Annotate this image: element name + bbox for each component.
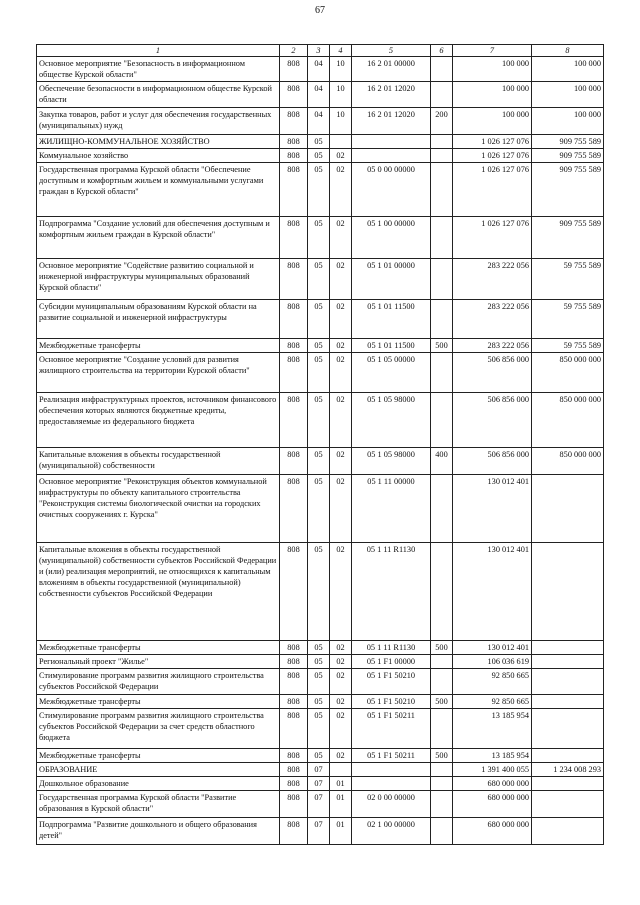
table-row — [37, 669, 604, 695]
code-section: 04 — [308, 82, 330, 108]
code-target: 05 1 F1 50210 — [352, 695, 431, 709]
budget-table — [36, 44, 604, 845]
code-expense-type — [431, 709, 453, 749]
code-section: 05 — [308, 339, 330, 353]
amount-year-2: 909 755 589 — [532, 135, 604, 149]
code-subsection: 02 — [330, 641, 352, 655]
code-section: 05 — [308, 300, 330, 339]
code-expense-type — [431, 777, 453, 791]
amount-year-2: 59 755 589 — [532, 300, 604, 339]
code-target: 05 1 01 00000 — [352, 259, 431, 300]
amount-year-2 — [532, 641, 604, 655]
code-ministry: 808 — [280, 300, 308, 339]
table-row — [37, 791, 604, 818]
code-subsection: 01 — [330, 777, 352, 791]
code-expense-type — [431, 300, 453, 339]
code-target: 05 1 11 00000 — [352, 475, 431, 543]
code-ministry: 808 — [280, 448, 308, 475]
row-name: Основное мероприятие "Создание условий для развития жилищного строительства на территории Курской области" — [37, 353, 280, 393]
code-expense-type — [431, 669, 453, 695]
amount-year-2 — [532, 709, 604, 749]
code-ministry: 808 — [280, 777, 308, 791]
code-section: 05 — [308, 393, 330, 448]
code-subsection: 02 — [330, 448, 352, 475]
table-row — [37, 135, 604, 149]
row-name: Стимулирование программ развития жилищного строительства субъектов Российской Федерации — [37, 669, 280, 695]
code-subsection: 02 — [330, 655, 352, 669]
table-row — [37, 149, 604, 163]
code-subsection: 02 — [330, 217, 352, 259]
code-ministry: 808 — [280, 475, 308, 543]
code-target: 16 2 01 00000 — [352, 57, 431, 82]
row-name: ЖИЛИЩНО-КОММУНАЛЬНОЕ ХОЗЯЙСТВО — [37, 135, 280, 149]
amount-year-2 — [532, 475, 604, 543]
amount-year-2 — [532, 695, 604, 709]
amount-year-1: 680 000 000 — [453, 818, 532, 845]
code-section: 05 — [308, 655, 330, 669]
code-ministry: 808 — [280, 791, 308, 818]
code-subsection — [330, 135, 352, 149]
code-subsection: 02 — [330, 709, 352, 749]
code-subsection: 02 — [330, 475, 352, 543]
code-ministry: 808 — [280, 749, 308, 763]
code-expense-type — [431, 353, 453, 393]
code-subsection: 10 — [330, 108, 352, 135]
amount-year-2: 850 000 000 — [532, 448, 604, 475]
amount-year-2 — [532, 818, 604, 845]
code-target: 16 2 01 12020 — [352, 108, 431, 135]
table-row — [37, 448, 604, 475]
amount-year-2: 59 755 589 — [532, 339, 604, 353]
code-expense-type — [431, 475, 453, 543]
row-name: Дошкольное образование — [37, 777, 280, 791]
row-name: Государственная программа Курской области "Обеспечение доступным и комфортным жильем и коммунальными услугами граждан в Курской области" — [37, 163, 280, 217]
amount-year-1: 1 026 127 076 — [453, 149, 532, 163]
code-section: 04 — [308, 57, 330, 82]
code-section: 05 — [308, 669, 330, 695]
table-row — [37, 655, 604, 669]
code-expense-type — [431, 818, 453, 845]
page-number: 67 — [315, 5, 325, 16]
column-number: 3 — [308, 45, 330, 57]
row-name: Коммунальное хозяйство — [37, 149, 280, 163]
code-expense-type: 400 — [431, 448, 453, 475]
row-name: Межбюджетные трансферты — [37, 695, 280, 709]
code-section: 07 — [308, 777, 330, 791]
code-expense-type — [431, 149, 453, 163]
code-target — [352, 777, 431, 791]
code-target: 05 1 11 R1130 — [352, 641, 431, 655]
amount-year-1: 92 850 665 — [453, 695, 532, 709]
table-row — [37, 749, 604, 763]
code-target — [352, 149, 431, 163]
code-ministry: 808 — [280, 135, 308, 149]
amount-year-2: 909 755 589 — [532, 217, 604, 259]
table-row — [37, 695, 604, 709]
code-expense-type: 200 — [431, 108, 453, 135]
amount-year-2 — [532, 655, 604, 669]
table-row — [37, 818, 604, 845]
code-section: 05 — [308, 749, 330, 763]
code-target: 05 1 00 00000 — [352, 217, 431, 259]
code-section: 05 — [308, 163, 330, 217]
code-expense-type — [431, 217, 453, 259]
code-subsection: 02 — [330, 163, 352, 217]
table-row — [37, 475, 604, 543]
code-target: 05 1 01 11500 — [352, 300, 431, 339]
code-section: 05 — [308, 448, 330, 475]
code-section: 04 — [308, 108, 330, 135]
code-section: 05 — [308, 217, 330, 259]
table-row — [37, 393, 604, 448]
row-name: Государственная программа Курской области "Развитие образования в Курской области" — [37, 791, 280, 818]
row-name: Основное мероприятие "Содействие развитию социальной и инженерной инфраструктуры муниципальных образований Курской области" — [37, 259, 280, 300]
table-row — [37, 763, 604, 777]
code-subsection: 10 — [330, 57, 352, 82]
amount-year-1: 1 026 127 076 — [453, 217, 532, 259]
code-target: 05 1 F1 50211 — [352, 749, 431, 763]
code-target: 02 0 00 00000 — [352, 791, 431, 818]
code-subsection: 02 — [330, 259, 352, 300]
code-ministry: 808 — [280, 57, 308, 82]
column-number-row — [37, 45, 604, 57]
code-expense-type — [431, 763, 453, 777]
code-subsection: 01 — [330, 818, 352, 845]
code-section: 07 — [308, 818, 330, 845]
row-name: Стимулирование программ развития жилищного строительства субъектов Российской Федерации за счет средств областного бюджета — [37, 709, 280, 749]
code-target: 05 1 F1 50211 — [352, 709, 431, 749]
amount-year-2: 1 234 008 293 — [532, 763, 604, 777]
code-subsection: 02 — [330, 393, 352, 448]
code-ministry: 808 — [280, 763, 308, 777]
code-expense-type — [431, 259, 453, 300]
amount-year-2: 909 755 589 — [532, 163, 604, 217]
code-section: 05 — [308, 353, 330, 393]
code-ministry: 808 — [280, 695, 308, 709]
amount-year-1: 100 000 — [453, 82, 532, 108]
amount-year-2: 100 000 — [532, 82, 604, 108]
amount-year-2: 100 000 — [532, 108, 604, 135]
amount-year-2 — [532, 543, 604, 641]
amount-year-1: 283 222 056 — [453, 300, 532, 339]
code-ministry: 808 — [280, 353, 308, 393]
code-ministry: 808 — [280, 655, 308, 669]
code-subsection: 02 — [330, 695, 352, 709]
code-expense-type: 500 — [431, 339, 453, 353]
amount-year-1: 1 026 127 076 — [453, 163, 532, 217]
amount-year-1: 100 000 — [453, 108, 532, 135]
table-row — [37, 641, 604, 655]
code-subsection: 02 — [330, 669, 352, 695]
code-section: 05 — [308, 543, 330, 641]
row-name: Закупка товаров, работ и услуг для обеспечения государственных (муниципальных) нужд — [37, 108, 280, 135]
code-target: 05 1 05 00000 — [352, 353, 431, 393]
amount-year-1: 13 185 954 — [453, 749, 532, 763]
amount-year-2: 100 000 — [532, 57, 604, 82]
code-expense-type — [431, 393, 453, 448]
code-target: 05 1 05 98000 — [352, 393, 431, 448]
code-section: 07 — [308, 763, 330, 777]
amount-year-1: 506 856 000 — [453, 448, 532, 475]
code-ministry: 808 — [280, 393, 308, 448]
amount-year-1: 680 000 000 — [453, 777, 532, 791]
table-row — [37, 259, 604, 300]
amount-year-2: 59 755 589 — [532, 259, 604, 300]
amount-year-2: 850 000 000 — [532, 393, 604, 448]
table-row — [37, 57, 604, 82]
amount-year-2 — [532, 777, 604, 791]
amount-year-1: 1 026 127 076 — [453, 135, 532, 149]
amount-year-1: 106 036 619 — [453, 655, 532, 669]
code-expense-type — [431, 791, 453, 818]
code-section: 05 — [308, 695, 330, 709]
code-ministry: 808 — [280, 818, 308, 845]
table-row — [37, 163, 604, 217]
code-subsection: 02 — [330, 149, 352, 163]
table-row — [37, 108, 604, 135]
code-expense-type — [431, 163, 453, 217]
table-row — [37, 709, 604, 749]
row-name: Капитальные вложения в объекты государственной (муниципальной) собственности — [37, 448, 280, 475]
code-expense-type — [431, 135, 453, 149]
row-name: Межбюджетные трансферты — [37, 339, 280, 353]
row-name: Региональный проект "Жилье" — [37, 655, 280, 669]
row-name: Основное мероприятие "Безопасность в информационном обществе Курской области" — [37, 57, 280, 82]
code-ministry: 808 — [280, 259, 308, 300]
amount-year-1: 283 222 056 — [453, 259, 532, 300]
amount-year-1: 130 012 401 — [453, 475, 532, 543]
amount-year-1: 13 185 954 — [453, 709, 532, 749]
code-expense-type — [431, 655, 453, 669]
code-subsection — [330, 763, 352, 777]
code-target: 02 1 00 00000 — [352, 818, 431, 845]
code-ministry: 808 — [280, 669, 308, 695]
table-row — [37, 217, 604, 259]
code-section: 05 — [308, 135, 330, 149]
code-ministry: 808 — [280, 543, 308, 641]
code-target: 05 1 01 11500 — [352, 339, 431, 353]
code-subsection: 02 — [330, 543, 352, 641]
code-expense-type: 500 — [431, 749, 453, 763]
code-ministry: 808 — [280, 217, 308, 259]
amount-year-1: 130 012 401 — [453, 543, 532, 641]
amount-year-1: 506 856 000 — [453, 393, 532, 448]
code-target — [352, 763, 431, 777]
code-ministry: 808 — [280, 149, 308, 163]
amount-year-1: 1 391 400 055 — [453, 763, 532, 777]
code-section: 05 — [308, 475, 330, 543]
amount-year-2: 850 000 000 — [532, 353, 604, 393]
code-ministry: 808 — [280, 163, 308, 217]
code-target: 05 1 F1 00000 — [352, 655, 431, 669]
amount-year-2 — [532, 791, 604, 818]
code-ministry: 808 — [280, 108, 308, 135]
code-section: 05 — [308, 709, 330, 749]
code-target — [352, 135, 431, 149]
table-row — [37, 777, 604, 791]
code-ministry: 808 — [280, 82, 308, 108]
code-expense-type — [431, 82, 453, 108]
code-subsection: 02 — [330, 353, 352, 393]
code-expense-type — [431, 543, 453, 641]
row-name: ОБРАЗОВАНИЕ — [37, 763, 280, 777]
code-section: 05 — [308, 641, 330, 655]
code-target: 16 2 01 12020 — [352, 82, 431, 108]
row-name: Реализация инфраструктурных проектов, источником финансового обеспечения которых являются бюджетные кредиты, предоставляемые из федерального бюджета — [37, 393, 280, 448]
code-target: 05 0 00 00000 — [352, 163, 431, 217]
code-target: 05 1 11 R1130 — [352, 543, 431, 641]
code-subsection: 01 — [330, 791, 352, 818]
code-target: 05 1 F1 50210 — [352, 669, 431, 695]
column-number: 1 — [37, 45, 280, 57]
row-name: Субсидии муниципальным образованиям Курской области на развитие социальной и инженерной инфраструктуры — [37, 300, 280, 339]
table-row — [37, 82, 604, 108]
amount-year-2: 909 755 589 — [532, 149, 604, 163]
table-row — [37, 543, 604, 641]
amount-year-2 — [532, 749, 604, 763]
row-name: Подпрограмма "Развитие дошкольного и общего образования детей" — [37, 818, 280, 845]
amount-year-1: 130 012 401 — [453, 641, 532, 655]
code-target: 05 1 05 98000 — [352, 448, 431, 475]
amount-year-1: 506 856 000 — [453, 353, 532, 393]
table-row — [37, 300, 604, 339]
amount-year-1: 100 000 — [453, 57, 532, 82]
table-row — [37, 339, 604, 353]
table-row — [37, 353, 604, 393]
code-expense-type: 500 — [431, 641, 453, 655]
row-name: Основное мероприятие "Реконструкция объектов коммунальной инфраструктуры по объекту капитального строительства "Реконструкция системы биологической очистки на городских очистных сооружениях г. Курска" — [37, 475, 280, 543]
code-ministry: 808 — [280, 709, 308, 749]
code-subsection: 02 — [330, 749, 352, 763]
row-name: Обеспечение безопасности в информационном обществе Курской области — [37, 82, 280, 108]
code-ministry: 808 — [280, 641, 308, 655]
amount-year-1: 92 850 665 — [453, 669, 532, 695]
column-number: 5 — [352, 45, 431, 57]
row-name: Межбюджетные трансферты — [37, 749, 280, 763]
code-subsection: 02 — [330, 300, 352, 339]
column-number: 4 — [330, 45, 352, 57]
code-subsection: 10 — [330, 82, 352, 108]
code-section: 05 — [308, 149, 330, 163]
amount-year-2 — [532, 669, 604, 695]
column-number: 8 — [532, 45, 604, 57]
column-number: 6 — [431, 45, 453, 57]
code-section: 05 — [308, 259, 330, 300]
column-number: 7 — [453, 45, 532, 57]
amount-year-1: 283 222 056 — [453, 339, 532, 353]
code-section: 07 — [308, 791, 330, 818]
column-number: 2 — [280, 45, 308, 57]
row-name: Капитальные вложения в объекты государственной (муниципальной) собственности субъектов Российской Федерации и (или) реализация мероприятий, не относящихся к капитальным вложениям в объекты государственной (муниципальной) собственности субъектов Российской Федерации — [37, 543, 280, 641]
amount-year-1: 680 000 000 — [453, 791, 532, 818]
code-subsection: 02 — [330, 339, 352, 353]
code-ministry: 808 — [280, 339, 308, 353]
row-name: Межбюджетные трансферты — [37, 641, 280, 655]
code-expense-type: 500 — [431, 695, 453, 709]
row-name: Подпрограмма "Создание условий для обеспечения доступным и комфортным жильем граждан в Курской области" — [37, 217, 280, 259]
code-expense-type — [431, 57, 453, 82]
